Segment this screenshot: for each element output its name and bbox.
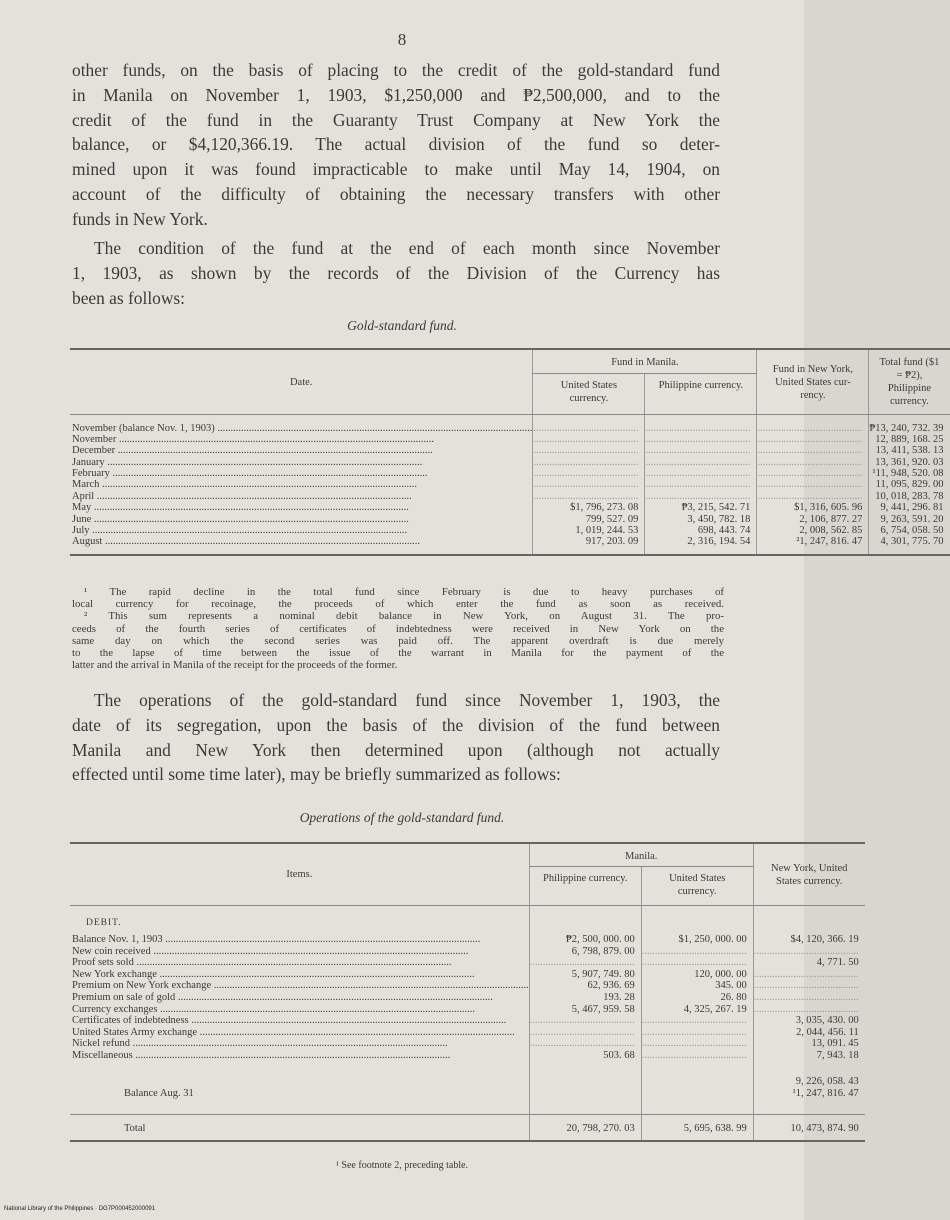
footnote-line: ceeds of the fourth series of certificates of indebtedness were received in New York on the bbox=[72, 622, 724, 635]
us-cell: ........................................ bbox=[641, 945, 747, 957]
item-cell: Premium on sale of gold ........................................................................................................................ bbox=[72, 991, 493, 1003]
date-cell: December ........................................................................................................................ bbox=[72, 445, 433, 457]
philippine-cell: 503. 68 bbox=[603, 1049, 635, 1061]
operations-table bbox=[70, 842, 865, 1142]
new-york-cell: 2, 044, 456. 11 bbox=[796, 1026, 859, 1038]
total-cell: 12, 889, 168. 25 bbox=[875, 433, 944, 445]
us-cell: ........................................ bbox=[533, 479, 639, 491]
new-york-cell: ........................................ bbox=[757, 490, 863, 502]
philippine-cell: 3, 450, 782. 18 bbox=[687, 513, 751, 525]
philippine-cell: 6, 798, 879. 00 bbox=[571, 945, 635, 957]
header-manila: Manila. bbox=[529, 843, 753, 867]
text-line: effected until some time later), may be briefly summarized as follows: bbox=[72, 764, 561, 785]
philippine-cell: 5, 907, 749. 80 bbox=[571, 968, 635, 980]
new-york-cell: $4, 120, 366. 19 bbox=[790, 934, 859, 945]
total-cell: 13, 411, 538. 13 bbox=[875, 445, 944, 457]
philippine-cell: ........................................ bbox=[645, 445, 751, 457]
us-cell: ........................................ bbox=[641, 1026, 747, 1038]
philippine-cell: ₱2, 500, 000. 00 bbox=[565, 934, 635, 945]
date-cell: August ........................................................................................................................ bbox=[72, 536, 420, 548]
item-cell: New coin received ........................................................................................................................ bbox=[72, 945, 469, 957]
debit-heading: DEBIT. bbox=[86, 918, 122, 928]
new-york-cell: ........................................ bbox=[757, 479, 863, 491]
date-cell: March ........................................................................................................................ bbox=[72, 479, 418, 491]
new-york-cell: $1, 316, 605. 96 bbox=[794, 502, 863, 514]
item-cell: Nickel refund ........................................................................................................................ bbox=[72, 1038, 448, 1050]
date-cell: February ........................................................................................................................ bbox=[72, 468, 428, 480]
header-total-fund: Total fund ($1 = ₱2), Philippine currency. bbox=[869, 349, 950, 415]
us-cell: 1, 019, 244. 53 bbox=[575, 525, 639, 537]
us-column bbox=[641, 934, 753, 1062]
gold-standard-fund-table bbox=[70, 348, 950, 556]
philippine-cell: ........................................ bbox=[645, 479, 751, 491]
us-cell: 345. 00 bbox=[715, 980, 747, 992]
date-cell: November ........................................................................................................................ bbox=[72, 433, 434, 445]
header-philippine-currency: Philippine currency. bbox=[645, 374, 757, 415]
footnote-line: latter and the arrival in Manila of the receipt for the proceeds of the former. bbox=[72, 659, 398, 672]
us-cell: ........................................ bbox=[533, 445, 639, 457]
new-york-cell: ........................................ bbox=[757, 433, 863, 445]
new-york-cell: ........................................ bbox=[757, 445, 863, 457]
us-cell: 26. 80 bbox=[720, 991, 747, 1003]
new-york-cell: ........................................ bbox=[753, 945, 859, 957]
total-cell: 11, 095, 829. 00 bbox=[875, 479, 944, 491]
text-line: been as follows: bbox=[72, 287, 186, 308]
total-cell: ₱13, 240, 732. 39 bbox=[869, 422, 944, 434]
text-line: other funds, on the basis of placing to the credit of the gold-standard fund bbox=[72, 60, 720, 80]
text-line: funds in New York. bbox=[72, 208, 208, 229]
text-line: mined upon it was found impracticable to make until May 14, 1904, on bbox=[72, 159, 720, 180]
us-cell: ........................................ bbox=[533, 456, 639, 468]
table1-caption: Gold-standard fund. bbox=[347, 318, 457, 333]
text-line: The condition of the fund at the end of each month since November bbox=[94, 238, 720, 258]
new-york-cell: ........................................ bbox=[753, 968, 859, 980]
item-cell: Proof sets sold ........................................................................................................................ bbox=[72, 957, 452, 969]
philippine-cell: ........................................ bbox=[645, 456, 751, 468]
philippine-cell: ₱3, 215, 542. 71 bbox=[681, 502, 751, 514]
philippine-cell: 2, 316, 194. 54 bbox=[687, 536, 751, 548]
table-body bbox=[70, 423, 950, 555]
table2-caption: Operations of the gold-standard fund. bbox=[299, 810, 505, 825]
item-cell: New York exchange ........................................................................................................................ bbox=[72, 968, 475, 980]
footnote-table1 bbox=[72, 586, 724, 671]
us-cell: $1, 796, 273. 08 bbox=[570, 502, 639, 514]
philippine-cell: ........................................ bbox=[529, 957, 635, 969]
text-line: credit of the fund in the Guaranty Trust Company at New York the bbox=[72, 109, 720, 130]
date-cell: June ........................................................................................................................ bbox=[72, 513, 409, 525]
header-date: Date. bbox=[70, 349, 533, 415]
us-cell: ........................................ bbox=[533, 433, 639, 445]
new-york-cell: ........................................ bbox=[757, 456, 863, 468]
header-us-currency: United States currency. bbox=[641, 867, 753, 906]
us-cell: ........................................ bbox=[641, 1038, 747, 1050]
total-label: Total bbox=[124, 1122, 146, 1134]
us-cell: ........................................ bbox=[641, 1049, 747, 1061]
text-line: balance, or $4,120,366.19. The actual division of the fund so deter- bbox=[72, 134, 720, 155]
item-cell: Premium on New York exchange ........................................................................................................................ bbox=[72, 980, 529, 992]
us-cell: ........................................ bbox=[533, 468, 639, 480]
total-cell: 10, 018, 283. 78 bbox=[875, 490, 944, 502]
total-phil: 20, 798, 270. 03 bbox=[529, 1114, 641, 1141]
footnote-line: same day on which the second series was paid off. The apparent overdraft is due merely bbox=[72, 634, 724, 647]
total-cell: 9, 263, 591. 20 bbox=[880, 513, 944, 525]
new-york-cell: ........................................ bbox=[757, 468, 863, 480]
paragraph-2 bbox=[72, 236, 720, 310]
new-york-cell: 3, 035, 430. 00 bbox=[795, 1015, 859, 1027]
philippine-cell: 698, 443. 74 bbox=[697, 525, 751, 537]
philippine-cell: ........................................ bbox=[645, 433, 751, 445]
text-line: 1, 1903, as shown by the records of the Division of the Currency has bbox=[72, 262, 720, 283]
new-york-cell: ........................................ bbox=[757, 422, 863, 434]
us-cell: 799, 527. 09 bbox=[585, 513, 639, 525]
item-cell: Miscellaneous ........................................................................................................................ bbox=[72, 1049, 451, 1061]
page-number: 8 bbox=[397, 30, 407, 49]
balance-ny: ¹1, 247, 816. 47 bbox=[753, 1088, 865, 1115]
date-cell: November (balance Nov. 1, 1903) ........................................................................................................................ bbox=[72, 422, 533, 434]
paragraph-3 bbox=[72, 688, 720, 787]
philippine-currency-column bbox=[645, 423, 757, 555]
footnote-line: local currency for recoinage, the proceeds of which enter the fund as soon as received. bbox=[72, 598, 724, 611]
footnote-line: to the lapse of time between the issue of the warrant in Manila for the payment of the bbox=[72, 647, 724, 660]
us-cell: 917, 203. 09 bbox=[585, 536, 639, 548]
new-york-column bbox=[753, 934, 865, 1062]
paragraph-1 bbox=[72, 58, 720, 232]
new-york-cell: ........................................ bbox=[753, 1003, 859, 1015]
new-york-cell: ²1, 247, 816. 47 bbox=[796, 536, 863, 548]
philippine-cell: ........................................ bbox=[645, 490, 751, 502]
text-line: Manila and New York then determined upon (although not actually bbox=[72, 739, 720, 760]
us-cell: $1, 250, 000. 00 bbox=[678, 934, 747, 945]
total-cell: 4, 301, 775. 70 bbox=[880, 536, 944, 548]
header-new-york: New York, United States currency. bbox=[753, 843, 865, 906]
us-cell: 4, 325, 267. 19 bbox=[683, 1003, 747, 1015]
footnote-line: ² This sum represents a nominal debit balance in New York, on August 31. The pro- bbox=[84, 610, 724, 623]
us-cell: 120, 000. 00 bbox=[694, 968, 747, 980]
text-line: in Manila on November 1, 1903, $1,250,000 and ₱2,500,000, and to the bbox=[72, 84, 720, 105]
total-us: 5, 695, 638. 99 bbox=[641, 1114, 753, 1141]
total-cell: 9, 441, 296. 81 bbox=[880, 502, 944, 514]
new-york-column bbox=[757, 423, 869, 555]
new-york-cell: ........................................ bbox=[753, 980, 859, 992]
total-cell: 13, 361, 920. 03 bbox=[875, 456, 944, 468]
library-stamp: National Library of the Philippines · DG7P000452000091 bbox=[4, 1206, 156, 1212]
new-york-cell: 2, 008, 562. 85 bbox=[799, 525, 863, 537]
new-york-cell: ........................................ bbox=[753, 991, 859, 1003]
philippine-cell: ........................................ bbox=[529, 1015, 635, 1027]
total-ny: 10, 473, 874. 90 bbox=[753, 1114, 865, 1141]
philippine-cell: ........................................ bbox=[529, 1038, 635, 1050]
total-fund-column bbox=[869, 423, 950, 555]
subtotal-ny: 9, 226, 058. 43 bbox=[753, 1062, 865, 1088]
footnote-line: ¹ The rapid decline in the total fund since February is due to heavy purchases of bbox=[84, 586, 724, 598]
header-items: Items. bbox=[70, 843, 529, 906]
date-cell: April ........................................................................................................................ bbox=[72, 490, 412, 502]
philippine-cell: ........................................ bbox=[645, 468, 751, 480]
balance-label: Balance Aug. 31 bbox=[124, 1087, 194, 1099]
text-line: date of its segregation, upon the basis of the division of the fund between bbox=[72, 714, 720, 735]
date-cell: May ........................................................................................................................ bbox=[72, 502, 409, 514]
us-cell: ........................................ bbox=[533, 422, 639, 434]
header-fund-manila: Fund in Manila. bbox=[533, 349, 757, 374]
date-cell: July ........................................................................................................................ bbox=[72, 525, 408, 537]
us-currency-column bbox=[533, 423, 645, 555]
us-cell: ........................................ bbox=[641, 1015, 747, 1027]
header-philippine-currency: Philippine currency. bbox=[529, 867, 641, 906]
new-york-cell: 13, 091. 45 bbox=[811, 1038, 859, 1050]
total-cell: 6, 754, 058. 50 bbox=[880, 525, 944, 537]
us-cell: ........................................ bbox=[533, 490, 639, 502]
header-fund-new-york: Fund in New York, United States cur- rency. bbox=[757, 349, 869, 415]
new-york-cell: 2, 106, 877. 27 bbox=[799, 513, 863, 525]
new-york-cell: 7, 943. 18 bbox=[816, 1049, 859, 1061]
philippine-cell: ........................................ bbox=[529, 1026, 635, 1038]
philippine-cell: 5, 467, 959. 58 bbox=[571, 1003, 635, 1015]
date-column bbox=[70, 423, 533, 555]
text-line: The operations of the gold-standard fund since November 1, 1903, the bbox=[94, 690, 720, 710]
item-cell: Certificates of indebtedness ........................................................................................................................ bbox=[72, 1015, 507, 1027]
total-cell: ¹11, 948, 520. 08 bbox=[872, 468, 944, 480]
philippine-cell: 62, 936. 69 bbox=[587, 980, 635, 992]
philippine-cell: 193. 28 bbox=[603, 991, 635, 1003]
footnote-table2: ¹ See footnote 2, preceding table. bbox=[335, 1160, 469, 1171]
philippine-column bbox=[529, 934, 641, 1062]
new-york-cell: 4, 771. 50 bbox=[816, 957, 859, 969]
us-cell: ........................................ bbox=[641, 957, 747, 969]
item-cell: Currency exchanges ........................................................................................................................ bbox=[72, 1003, 476, 1015]
items-column bbox=[70, 934, 529, 1062]
item-cell: United States Army exchange ........................................................................................................................ bbox=[72, 1026, 515, 1038]
header-us-currency: United States currency. bbox=[533, 374, 645, 415]
text-line: account of the difficulty of obtaining the necessary transfers with other bbox=[72, 183, 720, 204]
item-cell: Balance Nov. 1, 1903 ........................................................................................................................ bbox=[72, 934, 481, 945]
philippine-cell: ........................................ bbox=[645, 422, 751, 434]
date-cell: January ........................................................................................................................ bbox=[72, 456, 423, 468]
